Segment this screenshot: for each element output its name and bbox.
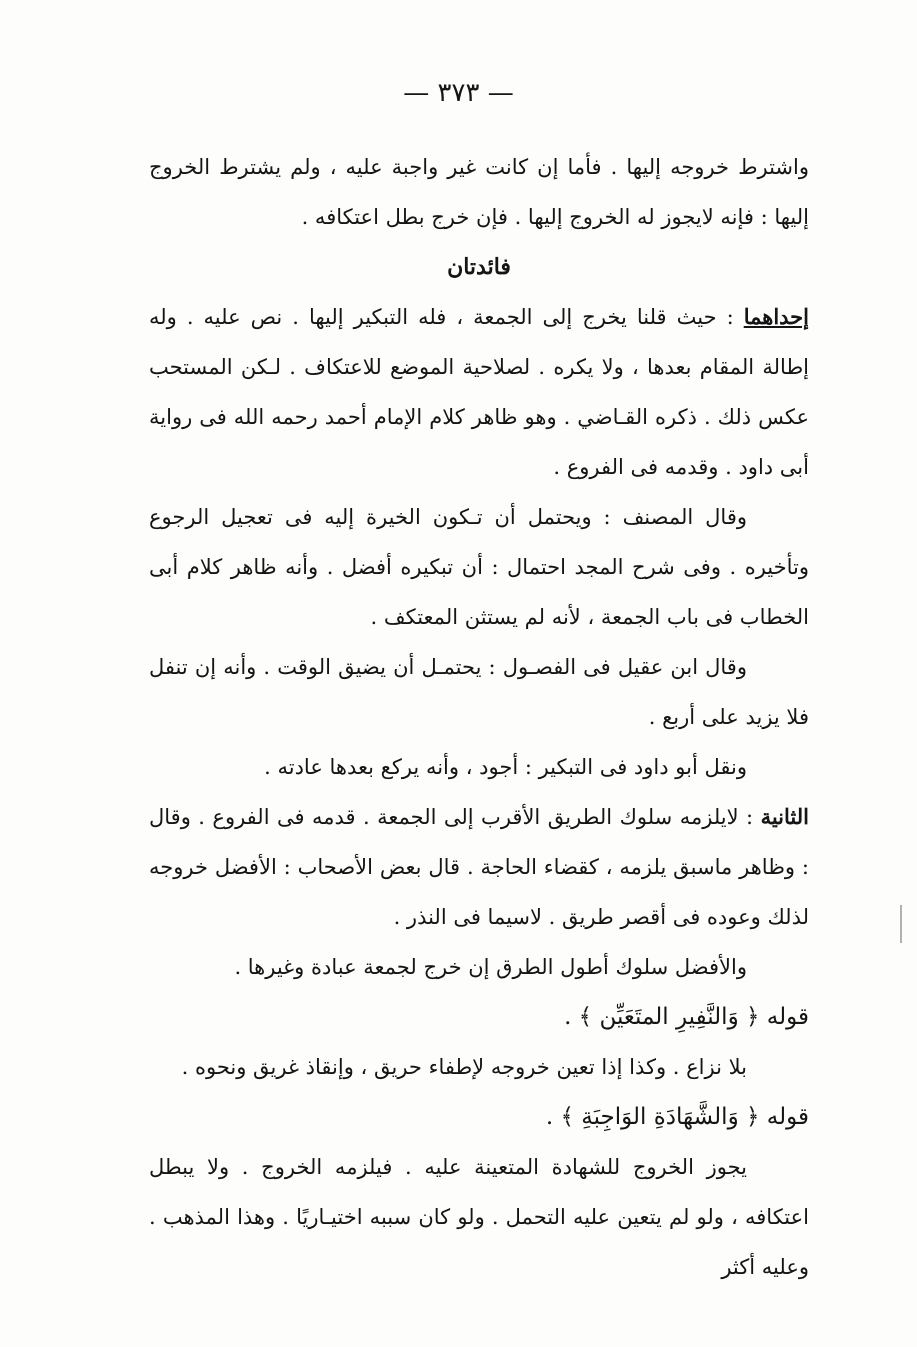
paragraph-continuation: واشترط خروجه إليها . فأما إن كانت غير واجبة عليه ، ولم يشترط الخروج إليها : فإنه لايجوز له الخروج إليها . فإن خرج بطل اعتكافه . — [149, 155, 809, 229]
text-body — [149, 142, 809, 1292]
paragraph: ونقل أبو داود فى التبكير : أجود ، وأنه يركع بعدها عادته . — [264, 755, 747, 779]
paragraph-first-note — [149, 292, 809, 492]
paragraph-second-note — [149, 792, 809, 942]
note-body-first: : حيث قلنا يخرج إلى الجمعة ، فله التبكير إليها . نص عليه . وله إطالة المقام بعدها ، ولا يكره . لصلاحية الموضع للاعتكاف . لـكن المستحب عكس ذلك . ذكره القـاضي . وهو ظاهر كلام الإمام أحمد رحمه الله فى رواية أبى داود . وقدمه فى الفروع . — [149, 305, 809, 479]
paragraph: وقال المصنف : ويحتمل أن تـكون الخيرة إليه فى تعجيل الرجوع وتأخيره . وفى شرح المجد احتمال : أن تبكيره أفضل . وأنه ظاهر كلام أبى الخطاب فى باب الجمعة ، لأنه لم يستثن المعتكف . — [149, 505, 809, 629]
note-body-second: : لايلزمه سلوك الطريق الأقرب إلى الجمعة . قدمه فى الفروع . وقال : وظاهر ماسبق يلزمه ، كقضاء الحاجة . قال بعض الأصحاب : الأفضل خروجه لذلك وعوده فى أقصر طريق . لاسيما فى النذر . — [149, 805, 809, 929]
quoted-text-line: قوله ﴿ وَالشَّهَادَةِ الوَاجِبَةِ ﴾ . — [545, 1104, 809, 1130]
page-number: — ٣٧٣ — — [403, 78, 514, 108]
section-heading: فائدتان — [447, 254, 511, 280]
paragraph: يجوز الخروج للشهادة المتعينة عليه . فيلزمه الخروج . ولا يبطل اعتكافه ، ولو لم يتعين عليه التحمل . ولو كان سببه اختيـاريًا . وهذا المذهب . وعليه أكثر — [149, 1155, 809, 1279]
quoted-text-line: قوله ﴿ وَالنَّفِيرِ المتَعَيِّن ﴾ . — [564, 1004, 809, 1030]
paragraph: والأفضل سلوك أطول الطرق إن خرج لجمعة عبادة وغيرها . — [234, 955, 747, 979]
scan-artifact-line — [900, 905, 902, 943]
paragraph: بلا نزاع . وكذا إذا تعين خروجه لإطفاء حريق ، وإنقاذ غريق ونحوه . — [181, 1055, 747, 1079]
paragraph: وقال ابن عقيل فى الفصـول : يحتمـل أن يضيق الوقت . وأنه إن تنفل فلا يزيد على أربع . — [149, 655, 809, 729]
note-lead-second: الثانية — [760, 804, 809, 829]
note-lead-first: إحداهما — [743, 304, 809, 329]
